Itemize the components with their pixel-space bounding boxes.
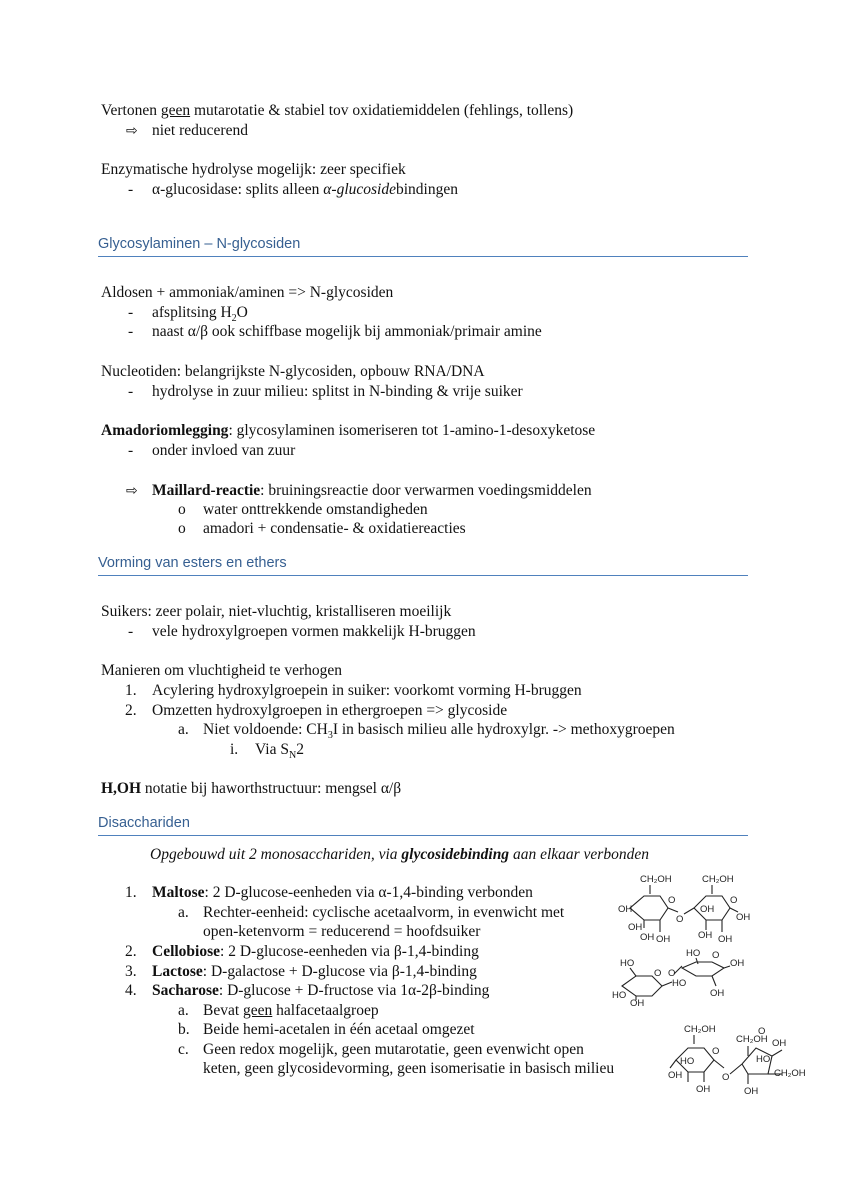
text-line: vele hydroxylgroepen vormen makkelijk H-bruggen [152, 623, 476, 640]
text-line: amadori + condensatie- & oxidatiereacties [203, 520, 466, 537]
svg-text:CH₂OH: CH₂OH [702, 874, 734, 885]
text-line: H,OH notatie bij haworthstructuur: mengsel α/β [101, 780, 402, 797]
number-marker: 1. [125, 884, 137, 901]
text-line: Beide hemi-acetalen in één acetaal omgezet [203, 1021, 475, 1038]
svg-text:OH: OH [718, 934, 733, 945]
text-line: water onttrekkende omstandigheden [203, 501, 428, 518]
svg-text:OH: OH [656, 934, 671, 945]
svg-text:OH: OH [698, 930, 713, 941]
letter-marker: a. [178, 904, 189, 921]
text-line: Rechter-eenheid: cyclische acetaalvorm, in evenwicht met [203, 904, 565, 921]
svg-text:OH: OH [736, 912, 751, 923]
text-line: α-glucosidase: splits alleen α-glucosidebindingen [152, 181, 458, 198]
section-heading: Vorming van esters en ethers [98, 554, 748, 576]
dash-marker: - [128, 304, 134, 321]
svg-text:O: O [758, 1026, 766, 1037]
svg-text:O: O [730, 895, 738, 906]
intro-line: Opgebouwd uit 2 monosacchariden, via glycosidebinding aan elkaar verbonden [150, 846, 649, 863]
text-line: Amadoriomlegging: glycosylaminen isomeriseren tot 1-amino-1-desoxyketose [101, 422, 596, 439]
text-line: Vertonen geen mutarotatie & stabiel tov oxidatiemiddelen (fehlings, tollens) [101, 102, 574, 119]
svg-text:O: O [668, 968, 676, 979]
text-line: naast α/β ook schiffbase mogelijk bij ammoniak/primair amine [152, 323, 542, 340]
svg-text:OH: OH [668, 1070, 683, 1081]
text-line: Geen redox mogelijk, geen mutarotatie, geen evenwicht open [203, 1041, 584, 1058]
dash-marker: - [128, 323, 134, 340]
right-outline-arrow-icon: ⇨ [126, 483, 138, 499]
dash-marker: - [128, 442, 134, 459]
text-line: Lactose: D-galactose + D-glucose via β-1,4-binding [152, 963, 477, 980]
number-marker: 2. [125, 943, 137, 960]
dash-marker: - [128, 383, 134, 400]
section-heading: Glycosylaminen – N-glycosiden [98, 235, 748, 257]
text-line: Maillard-reactie: bruiningsreactie door verwarmen voedingsmiddelen [152, 482, 592, 499]
text-line: Suikers: zeer polair, niet-vluchtig, kristalliseren moeilijk [101, 603, 452, 620]
svg-text:HO: HO [756, 1054, 771, 1065]
svg-text:HO: HO [672, 978, 687, 989]
svg-text:O: O [712, 950, 720, 961]
letter-marker: b. [178, 1021, 190, 1038]
text-line: Acylering hydroxylgroepein in suiker: voorkomt vorming H-bruggen [152, 682, 582, 699]
svg-text:CH₂OH: CH₂OH [736, 1034, 768, 1045]
letter-marker: c. [178, 1041, 189, 1058]
dash-marker: - [128, 181, 134, 198]
roman-marker: i. [230, 741, 239, 758]
text-line: Bevat geen halfacetaalgroep [203, 1002, 379, 1019]
svg-text:O: O [722, 1072, 730, 1083]
svg-text:HO: HO [686, 948, 701, 959]
number-marker: 3. [125, 963, 137, 980]
text-line: open-ketenvorm = reducerend = hoofdsuiker [203, 923, 481, 940]
svg-text:O: O [676, 914, 684, 925]
right-outline-arrow-icon: ⇨ [126, 123, 138, 139]
text-line: Maltose: 2 D-glucose-eenheden via α-1,4-binding verbonden [152, 884, 533, 901]
svg-text:HO: HO [620, 958, 635, 969]
text-line: Sacharose: D-glucose + D-fructose via 1α-2β-binding [152, 982, 490, 999]
text-line: Cellobiose: 2 D-glucose-eenheden via β-1,4-binding [152, 943, 479, 960]
svg-text:HO: HO [612, 990, 627, 1001]
text-line: Nucleotiden: belangrijkste N-glycosiden, opbouw RNA/DNA [101, 363, 485, 380]
text-line: Via $S_N2$ [255, 741, 304, 762]
text-line: Omzetten hydroxylgroepen in ethergroepen => glycoside [152, 702, 508, 719]
svg-text:OH: OH [710, 988, 725, 999]
svg-text:O: O [668, 895, 676, 906]
svg-text:HO: HO [680, 1056, 695, 1067]
text-line: Aldosen + ammoniak/aminen => N-glycosiden [101, 284, 394, 301]
letter-marker: a. [178, 721, 189, 738]
svg-text:OH: OH [628, 922, 643, 933]
svg-text:OH: OH [618, 904, 633, 915]
svg-text:OH: OH [744, 1086, 759, 1097]
text-line: hydrolyse in zuur milieu: splitst in N-binding & vrije suiker [152, 383, 523, 400]
text-line: Niet voldoende: $CH_3I$ in basisch milieu alle hydroxylgr. -> methoxygroepen [203, 721, 675, 742]
bullet-marker: o [178, 520, 186, 537]
section-heading: Disacchariden [98, 814, 748, 836]
svg-text:CH₂OH: CH₂OH [640, 874, 672, 885]
svg-text:OH: OH [696, 1084, 711, 1095]
maltose-structure-icon [618, 870, 758, 948]
svg-text:CH₂OH: CH₂OH [774, 1068, 806, 1079]
number-marker: 4. [125, 982, 137, 999]
text-line: Manieren om vluchtigheid te verhogen [101, 662, 343, 679]
svg-text:OH: OH [772, 1038, 787, 1049]
text-line: onder invloed van zuur [152, 442, 296, 459]
text-line: keten, geen glycosidevorming, geen isomerisatie in basisch milieu [203, 1060, 615, 1077]
bullet-marker: o [178, 501, 186, 518]
svg-text:O: O [654, 968, 662, 979]
sucrose-structure-icon [666, 1018, 816, 1126]
svg-text:O: O [712, 1046, 720, 1057]
svg-text:OH: OH [640, 932, 655, 943]
text-line: niet reducerend [152, 122, 248, 139]
number-marker: 1. [125, 682, 137, 699]
lactose-structure-icon [612, 946, 752, 1006]
svg-text:OH: OH [700, 904, 715, 915]
letter-marker: a. [178, 1002, 189, 1019]
svg-text:OH: OH [630, 998, 645, 1006]
svg-text:CH₂OH: CH₂OH [684, 1024, 716, 1035]
text-line: afsplitsing $H_2O$ [152, 304, 248, 325]
svg-text:OH: OH [730, 958, 745, 969]
dash-marker: - [128, 623, 134, 640]
text-line: Enzymatische hydrolyse mogelijk: zeer specifiek [101, 161, 406, 178]
number-marker: 2. [125, 702, 137, 719]
